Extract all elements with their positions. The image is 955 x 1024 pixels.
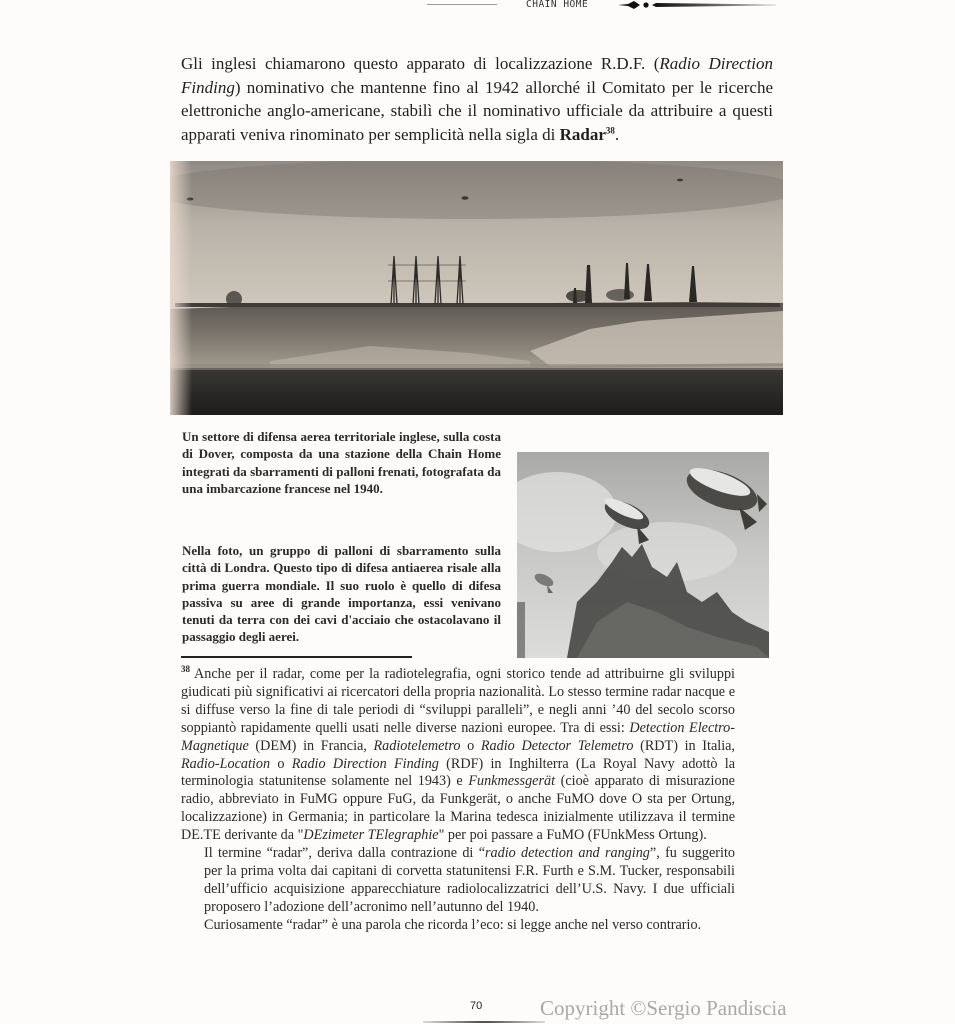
header-ornament-icon <box>616 0 776 10</box>
intro-text: ) nominativo che mantenne fino al 1942 allorché il Comitato per le ricerche elettroniche anglo-americane, stabilì che il nominativo ufficiale da attribuire a questi apparati veniva rinominato per semplicità nella sigla di <box>181 77 773 144</box>
footnote-italic-term: radio detection and ranging <box>485 845 650 862</box>
barrage-balloons-illustration <box>517 452 769 658</box>
footnote-paragraph <box>181 845 735 917</box>
footnote-text: o <box>460 737 481 754</box>
footnote-italic-term: Radio Direction Finding <box>291 755 439 772</box>
photo-caption-london-balloons: Nella foto, un gruppo di palloni di sbarramento sulla città di Londra. Questo tipo di difesa antiaerea risale alla prima guerra mondiale. Il suo ruolo è quello di difesa passiva su aree di grande importanza, essi venivano tenuti da terra con dei cavi d'acciaio che ostacolavano il passaggio degli aerei. <box>182 543 501 645</box>
intro-text: Gli inglesi chiamarono questo apparato di localizzazione R.D.F. ( <box>181 54 660 73</box>
footnote-italic-term: DEzimeter TElegraphie <box>303 827 439 844</box>
footnote-text: ”, fu suggerito per la prima volta dai capitani di corvetta statunitensi F.R. Furth e S.M. Tucker, responsabili dell’ufficio acquisizione apparecchiature radiolocalizzatrici dell’U.S. Navy. I due ufficiali proposero l’adozione dell’acronimo nell’autunno del 1940. <box>204 845 735 915</box>
barrage-balloons-photo <box>517 452 769 658</box>
footnote-reference[interactable]: 38 <box>605 124 615 135</box>
footnote-text: (RDF) in Inghilterra (La Royal Navy adottò la terminologia statunitense solamente nel 1943) e <box>181 755 736 790</box>
footnote-text: (cioè apparato di misurazione radio, abbreviato in FuMG oppure FuG, da Funkgerät, o anche FuMO dove O sta per Ortung, localizzazione) in Germania; in particolare la Marina tedesca inizialmente utilizzava il termine DE.TE derivante da " <box>181 773 735 844</box>
footnote-number: 38 <box>181 664 190 674</box>
photo-caption-dover: Un settore di difensa aerea territoriale inglese, sulla costa di Dover, composta da una stazione della Chain Home integrati da sbarramenti di palloni frenati, fotografata da una imbarcazione francese nel 1940. <box>182 429 501 496</box>
footnote-text: Il termine “radar”, deriva dalla contrazione di “ <box>204 845 485 862</box>
footnote-italic-term: Radiotelemetro <box>373 737 461 754</box>
footnote-italic-term: Radio Detector Telemetro <box>480 737 634 754</box>
intro-bold-term: Radar <box>559 124 606 144</box>
footnote-text: (RDT) in Italia, <box>633 737 735 754</box>
footnote-38 <box>181 666 735 935</box>
header-rule-left <box>427 4 497 5</box>
footnote-paragraph <box>181 666 735 845</box>
footnote-separator <box>181 656 412 658</box>
chain-home-photo-illustration <box>170 161 783 415</box>
footnote-text: Anche per il radar, come per la radiotelegrafia, ogni storico tende ad attribuirne gli sviluppi giudicati più significativi ai ricercatori della propria nazionalità. Lo stesso termine radar nacque e si diffuse verso la fine di tale periodi di “sviluppi paralleli”, e negli anni ’40 del secolo scorso soppiantò rapidamente quelli usati nelle diverse nazioni europee. Tra di essi: <box>181 666 735 736</box>
footer-rule <box>423 1021 545 1023</box>
intro-italic-term: Radio Direction Finding <box>181 54 773 97</box>
footnote-paragraph: Curiosamente “radar” è una parola che ricorda l’eco: si legge anche nel verso contrario. <box>204 916 702 933</box>
chain-home-dover-photo <box>170 161 783 415</box>
running-header-title: CHAIN HOME <box>526 0 589 10</box>
footnote-text: o <box>270 755 292 772</box>
intro-paragraph <box>181 52 773 146</box>
intro-text: . <box>614 124 620 144</box>
footnote-italic-term: Radio-Location <box>181 755 271 772</box>
copyright-notice: Copyright ©Sergio Pandiscia <box>540 996 787 1020</box>
page-number: 70 <box>470 1000 483 1012</box>
footnote-text: " per poi passare a FuMO (FUnkMess Ortung). <box>438 827 707 844</box>
footnote-italic-term: Funkmessgerät <box>468 773 556 790</box>
footnote-text: (DEM) in Francia, <box>248 737 374 754</box>
footnote-italic-term: Detection Electro-Magnetique <box>181 719 735 754</box>
